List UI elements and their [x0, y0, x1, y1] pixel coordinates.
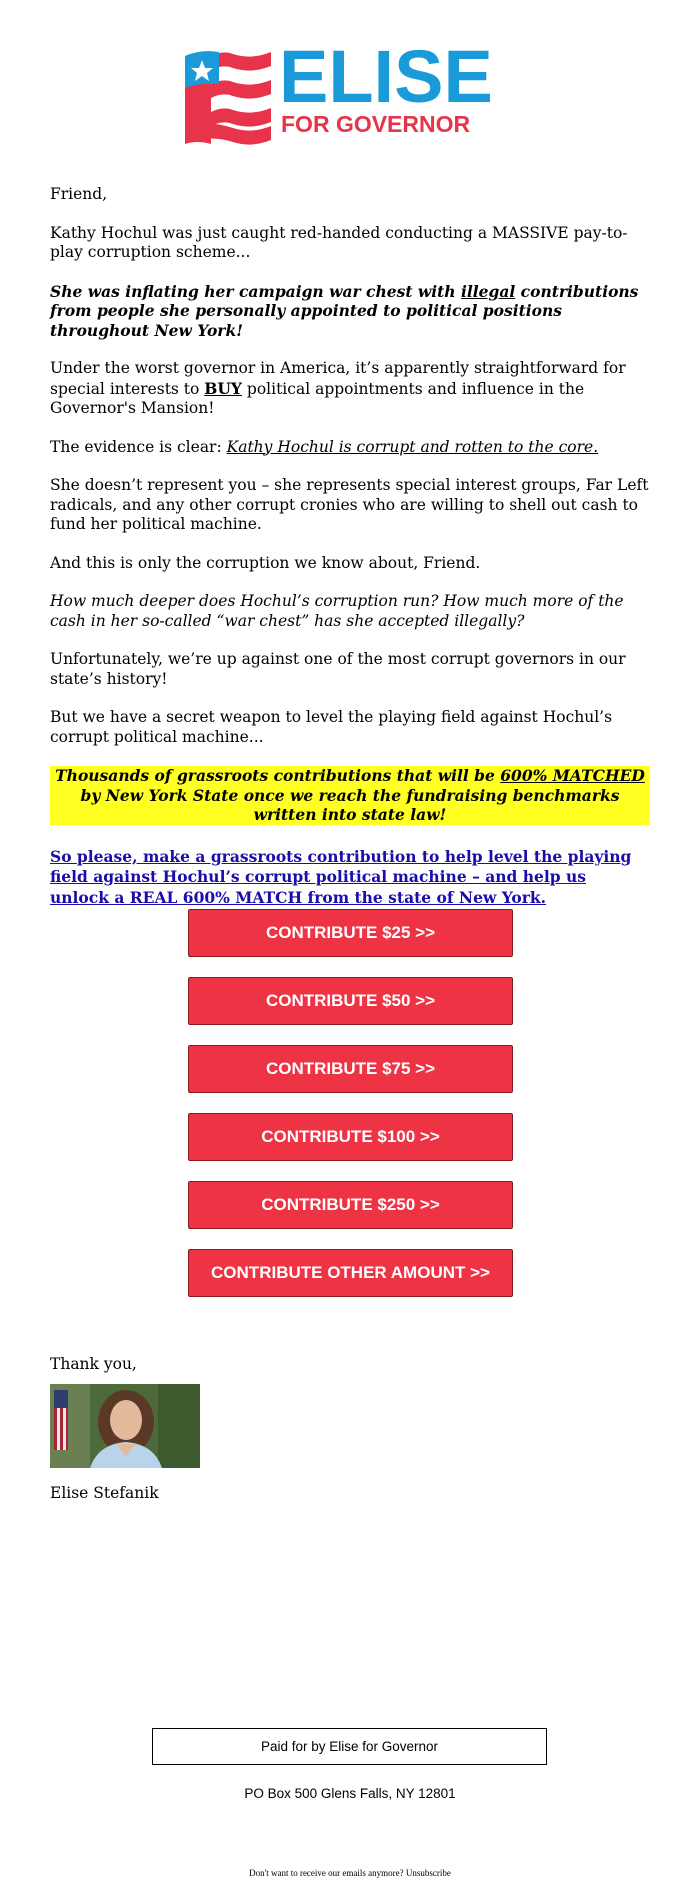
contribute-250-button[interactable]: CONTRIBUTE $250 >> — [188, 1181, 513, 1229]
paid-for-disclaimer: Paid for by Elise for Governor — [152, 1728, 547, 1765]
unsubscribe-footer — [0, 1868, 700, 1878]
paragraph-known-corruption: And this is only the corruption we know about, Friend. — [50, 553, 481, 572]
contribute-50-button[interactable]: CONTRIBUTE $50 >> — [188, 977, 513, 1025]
contribute-25-button[interactable]: CONTRIBUTE $25 >> — [188, 909, 513, 957]
paragraph-secret-weapon: But we have a secret weapon to level the playing field against Hochul’s corrupt political machine... — [50, 708, 613, 746]
candidate-photo — [50, 1384, 200, 1468]
contribute-other-button[interactable]: CONTRIBUTE OTHER AMOUNT >> — [188, 1249, 513, 1297]
signature-name: Elise Stefanik — [50, 1484, 159, 1502]
campaign-logo — [183, 40, 518, 158]
contribute-100-button[interactable]: CONTRIBUTE $100 >> — [188, 1113, 513, 1161]
flag-logo-icon — [183, 40, 518, 158]
paragraph-evidence: The evidence is clear: Kathy Hochul is corrupt and rotten to the core. — [50, 437, 599, 456]
paragraph-scheme: Kathy Hochul was just caught red-handed conducting a MASSIVE pay-to-play corruption scheme... — [50, 223, 628, 261]
contribution-buttons — [188, 909, 513, 1317]
evidence-emphasis: Kathy Hochul is corrupt and rotten to the core. — [226, 437, 599, 456]
illegal-emphasis: illegal — [460, 281, 516, 301]
mailing-address: PO Box 500 Glens Falls, NY 12801 — [244, 1786, 456, 1801]
match-emphasis: 600% MATCHED — [500, 766, 645, 785]
contribute-75-button[interactable]: CONTRIBUTE $75 >> — [188, 1045, 513, 1093]
portrait-icon — [50, 1384, 200, 1468]
signoff: Thank you, — [50, 1355, 137, 1373]
paragraph-represents: She doesn’t represent you – she represents special interest groups, Far Left radicals, and any other corrupt cronies who are willing to shell out cash to fund her political machine. — [50, 476, 649, 533]
unsubscribe-prompt: Don't want to receive our emails anymore? — [249, 1868, 406, 1878]
email-body — [50, 185, 650, 927]
unsubscribe-link[interactable]: Unsubscribe — [405, 1868, 451, 1878]
logo-tagline: FOR GOVERNOR — [281, 111, 471, 137]
highlight-match: Thousands of grassroots contributions that will be 600% MATCHED by New York State once we reach the fundraising benchmarks written into state law! — [50, 766, 650, 825]
paragraph-worst-governor: Under the worst governor in America, it’s apparently straightforward for special interests to BUY political appointments and influence in the Governor's Mansion! — [50, 359, 626, 417]
paragraph-up-against: Unfortunately, we’re up against one of the most corrupt governors in our state’s history! — [50, 650, 626, 688]
greeting: Friend, — [50, 185, 108, 203]
contribute-link[interactable]: So please, make a grassroots contribution to help level the playing field against Hochul’s corrupt political machine – and help us unlock a REAL 600% MATCH from the state of New York. — [50, 846, 632, 907]
paragraph-illegal-contributions: She was inflating her campaign war chest with illegal contributions from people she personally appointed to political positions throughout New York! — [50, 281, 639, 340]
buy-emphasis: BUY — [204, 378, 242, 398]
paragraph-questions: How much deeper does Hochul’s corruption run? How much more of the cash in her so-called “war chest” has she accepted illegally? — [50, 592, 624, 630]
logo-name: ELISE — [279, 40, 493, 118]
